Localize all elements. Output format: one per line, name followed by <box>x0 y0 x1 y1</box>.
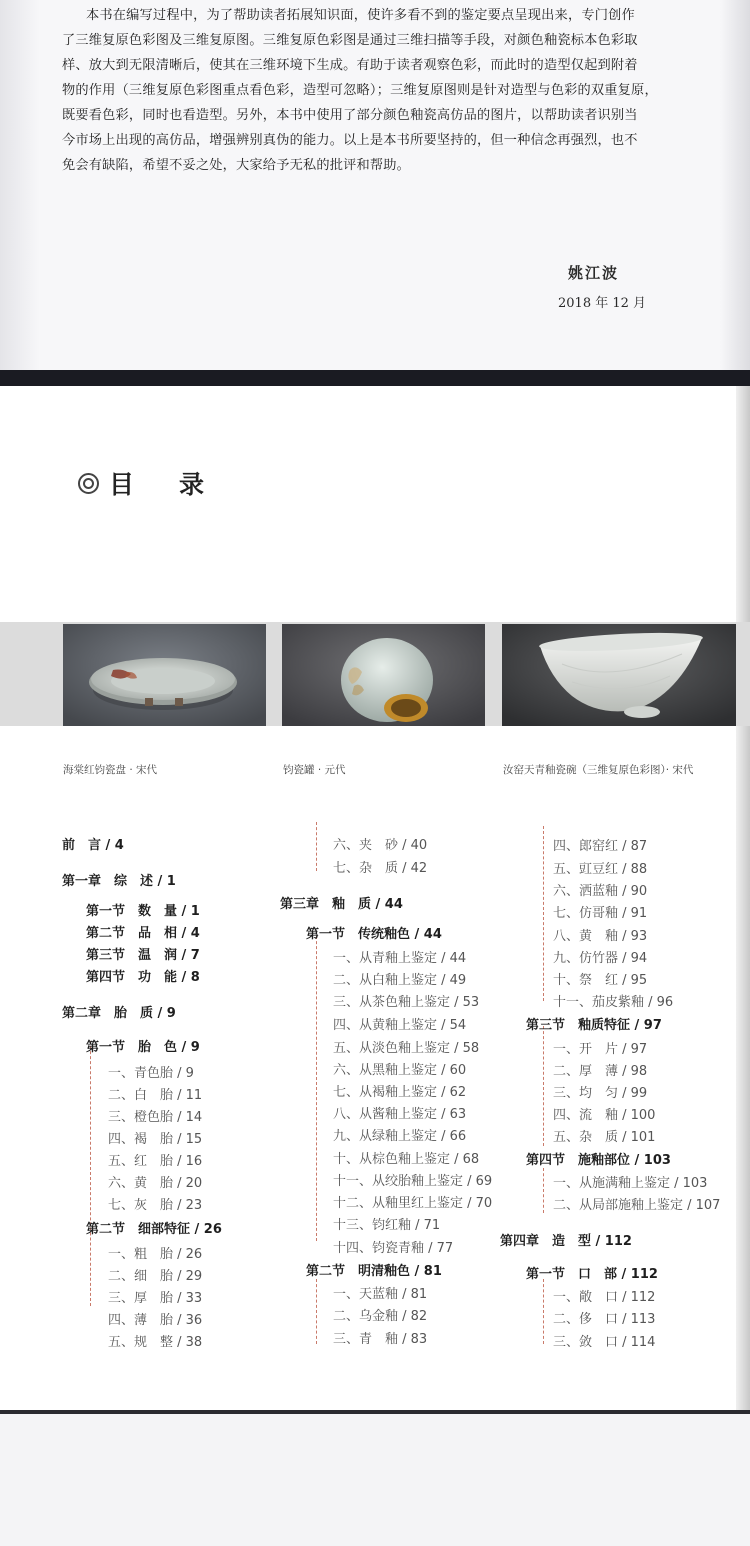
double-circle-icon <box>78 473 99 494</box>
photo-porcelain-jar <box>282 624 485 726</box>
toc-entry-sub: 一、粗 胎 / 26 <box>108 1247 203 1262</box>
toc-entry-sub: 九、从绿釉上鉴定 / 66 <box>333 1129 467 1144</box>
toc-entry-sub: 七、仿哥釉 / 91 <box>553 906 648 921</box>
page-divider <box>0 370 750 386</box>
toc-dashed-rule <box>543 826 544 1001</box>
photo-caption: 钧瓷罐 · 元代 <box>283 764 346 776</box>
toc-entry-sub: 六、夹 砂 / 40 <box>333 838 428 853</box>
toc-entry-sub: 三、厚 胎 / 33 <box>108 1291 203 1306</box>
preface-line: 样、放大到无限清晰后，使其在三维环境下生成。有助于读者观察色彩，而此时的造型仅起到附着 <box>62 58 638 73</box>
toc-entry-sub: 一、从青釉上鉴定 / 44 <box>333 951 467 966</box>
preface-page <box>0 0 750 370</box>
toc-entry-sub: 二、侈 口 / 113 <box>553 1312 656 1327</box>
preface-date: 2018 年 12 月 <box>558 296 647 311</box>
toc-entry-sub: 二、从白釉上鉴定 / 49 <box>333 973 467 988</box>
toc-dashed-rule <box>316 822 317 871</box>
toc-entry-sub: 三、敛 口 / 114 <box>553 1335 656 1350</box>
toc-entry-sub: 四、褐 胎 / 15 <box>108 1132 203 1147</box>
page-edge <box>736 386 750 1410</box>
toc-entry-sub: 十、祭 红 / 95 <box>553 973 648 988</box>
toc-entry-sub: 一、开 片 / 97 <box>553 1042 648 1057</box>
preface-line: 既要看色彩，同时也看造型。另外，本书中使用了部分颜色釉瓷高仿品的图片，以帮助读者识别当 <box>62 108 638 123</box>
toc-dashed-rule <box>543 1279 544 1344</box>
toc-entry-sub: 四、郎窑红 / 87 <box>553 839 648 854</box>
page-shadow-left <box>0 0 40 370</box>
photo-caption: 海棠红钧瓷盘 · 宋代 <box>63 764 158 776</box>
author-signature: 姚江波 <box>568 264 620 282</box>
toc-entry-sub: 一、从施满釉上鉴定 / 103 <box>553 1176 708 1191</box>
toc-entry-sub: 二、从局部施釉上鉴定 / 107 <box>553 1198 721 1213</box>
toc-entry-sub: 三、青 釉 / 83 <box>333 1332 428 1347</box>
toc-entry-sub: 七、杂 质 / 42 <box>333 861 428 876</box>
toc-entry-chap: 第四章 造 型 / 112 <box>500 1234 632 1249</box>
toc-entry-sub: 二、白 胎 / 11 <box>108 1088 203 1103</box>
toc-entry-sec: 第三节 釉质特征 / 97 <box>526 1018 662 1033</box>
toc-entry-sub: 二、厚 薄 / 98 <box>553 1064 648 1079</box>
toc-heading-text: 目 录 <box>109 470 215 499</box>
toc-entry-sub: 十二、从釉里红上鉴定 / 70 <box>333 1196 493 1211</box>
toc-entry-sub: 八、黄 釉 / 93 <box>553 929 648 944</box>
toc-entry-sub: 五、从淡色釉上鉴定 / 58 <box>333 1041 480 1056</box>
toc-entry-sub: 七、灰 胎 / 23 <box>108 1198 203 1213</box>
toc-entry-sub: 四、薄 胎 / 36 <box>108 1313 203 1328</box>
preface-line: 本书在编写过程中，为了帮助读者拓展知识面，使许多看不到的鉴定要点呈现出来，专门创作 <box>86 8 635 23</box>
toc-entry-chap: 前 言 / 4 <box>62 838 124 853</box>
toc-page <box>0 386 750 1410</box>
toc-entry-sub: 五、规 整 / 38 <box>108 1335 203 1350</box>
toc-entry-sec: 第一节 传统釉色 / 44 <box>306 927 442 942</box>
toc-entry-sub: 十四、钧瓷青釉 / 77 <box>333 1241 454 1256</box>
preface-line: 免会有缺陷，希望不妥之处，大家给予无私的批评和帮助。 <box>62 158 411 173</box>
toc-entry-sub: 四、流 釉 / 100 <box>553 1108 656 1123</box>
toc-entry-sub: 二、细 胎 / 29 <box>108 1269 203 1284</box>
toc-entry-sub: 十一、从绞胎釉上鉴定 / 69 <box>333 1174 493 1189</box>
toc-entry-sub: 三、从茶色釉上鉴定 / 53 <box>333 995 480 1010</box>
toc-entry-sub: 三、橙色胎 / 14 <box>108 1110 203 1125</box>
next-page-edge <box>0 1414 750 1546</box>
toc-entry-sec: 第一节 胎 色 / 9 <box>86 1040 200 1055</box>
photo-porcelain-plate <box>63 624 266 726</box>
toc-entry-sub: 六、黄 胎 / 20 <box>108 1176 203 1191</box>
toc-entry-sub: 四、从黄釉上鉴定 / 54 <box>333 1018 467 1033</box>
preface-line: 物的作用（三维复原色彩图重点看色彩，造型可忽略）；三维复原图则是针对造型与色彩的双重复原， <box>62 83 658 98</box>
preface-line: 今市场上出现的高仿品，增强辨别真伪的能力。以上是本书所要坚持的，但一种信念再强烈，也不 <box>62 133 638 148</box>
toc-heading <box>78 465 214 501</box>
toc-dashed-rule <box>90 1041 91 1306</box>
preface-line: 了三维复原色彩图及三维复原图。三维复原色彩图是通过三维扫描等手段，对颜色釉瓷标本色彩取 <box>62 33 638 48</box>
toc-entry-sec: 第四节 功 能 / 8 <box>86 970 200 985</box>
toc-entry-chap: 第三章 釉 质 / 44 <box>280 897 403 912</box>
toc-entry-sub: 十一、茄皮紫釉 / 96 <box>553 995 674 1010</box>
toc-entry-sec: 第二节 明清釉色 / 81 <box>306 1264 442 1279</box>
toc-dashed-rule <box>316 931 317 1241</box>
toc-entry-sub: 六、洒蓝釉 / 90 <box>553 884 648 899</box>
toc-entry-sub: 五、豇豆红 / 88 <box>553 862 648 877</box>
toc-entry-sub: 一、敞 口 / 112 <box>553 1290 656 1305</box>
toc-entry-sec: 第二节 品 相 / 4 <box>86 926 200 941</box>
toc-entry-sub: 十、从棕色釉上鉴定 / 68 <box>333 1152 480 1167</box>
page-shadow-right <box>720 0 750 370</box>
toc-entry-sub: 九、仿竹器 / 94 <box>553 951 648 966</box>
toc-dashed-rule <box>543 1168 544 1213</box>
toc-entry-sec: 第二节 细部特征 / 26 <box>86 1222 222 1237</box>
toc-entry-sub: 五、红 胎 / 16 <box>108 1154 203 1169</box>
toc-entry-sub: 三、均 匀 / 99 <box>553 1086 648 1101</box>
toc-entry-sub: 一、青色胎 / 9 <box>108 1066 194 1081</box>
toc-entry-sec: 第一节 口 部 / 112 <box>526 1267 658 1282</box>
toc-entry-sub: 五、杂 质 / 101 <box>553 1130 656 1145</box>
photo-porcelain-bowl <box>502 624 736 726</box>
photo-caption: 汝窑天青釉瓷碗（三维复原色彩图）· 宋代 <box>503 764 694 776</box>
toc-dashed-rule <box>316 1279 317 1344</box>
toc-entry-sub: 二、乌金釉 / 82 <box>333 1309 428 1324</box>
toc-entry-sub: 七、从褐釉上鉴定 / 62 <box>333 1085 467 1100</box>
toc-entry-sub: 十三、钧红釉 / 71 <box>333 1218 441 1233</box>
toc-entry-sec: 第三节 温 润 / 7 <box>86 948 200 963</box>
toc-entry-chap: 第二章 胎 质 / 9 <box>62 1006 176 1021</box>
toc-entry-sec: 第四节 施釉部位 / 103 <box>526 1153 671 1168</box>
toc-entry-sub: 六、从黑釉上鉴定 / 60 <box>333 1063 467 1078</box>
toc-entry-sub: 一、天蓝釉 / 81 <box>333 1287 428 1302</box>
toc-entry-sub: 八、从酱釉上鉴定 / 63 <box>333 1107 467 1122</box>
toc-entry-chap: 第一章 综 述 / 1 <box>62 874 176 889</box>
toc-dashed-rule <box>543 1026 544 1146</box>
toc-entry-sec: 第一节 数 量 / 1 <box>86 904 200 919</box>
